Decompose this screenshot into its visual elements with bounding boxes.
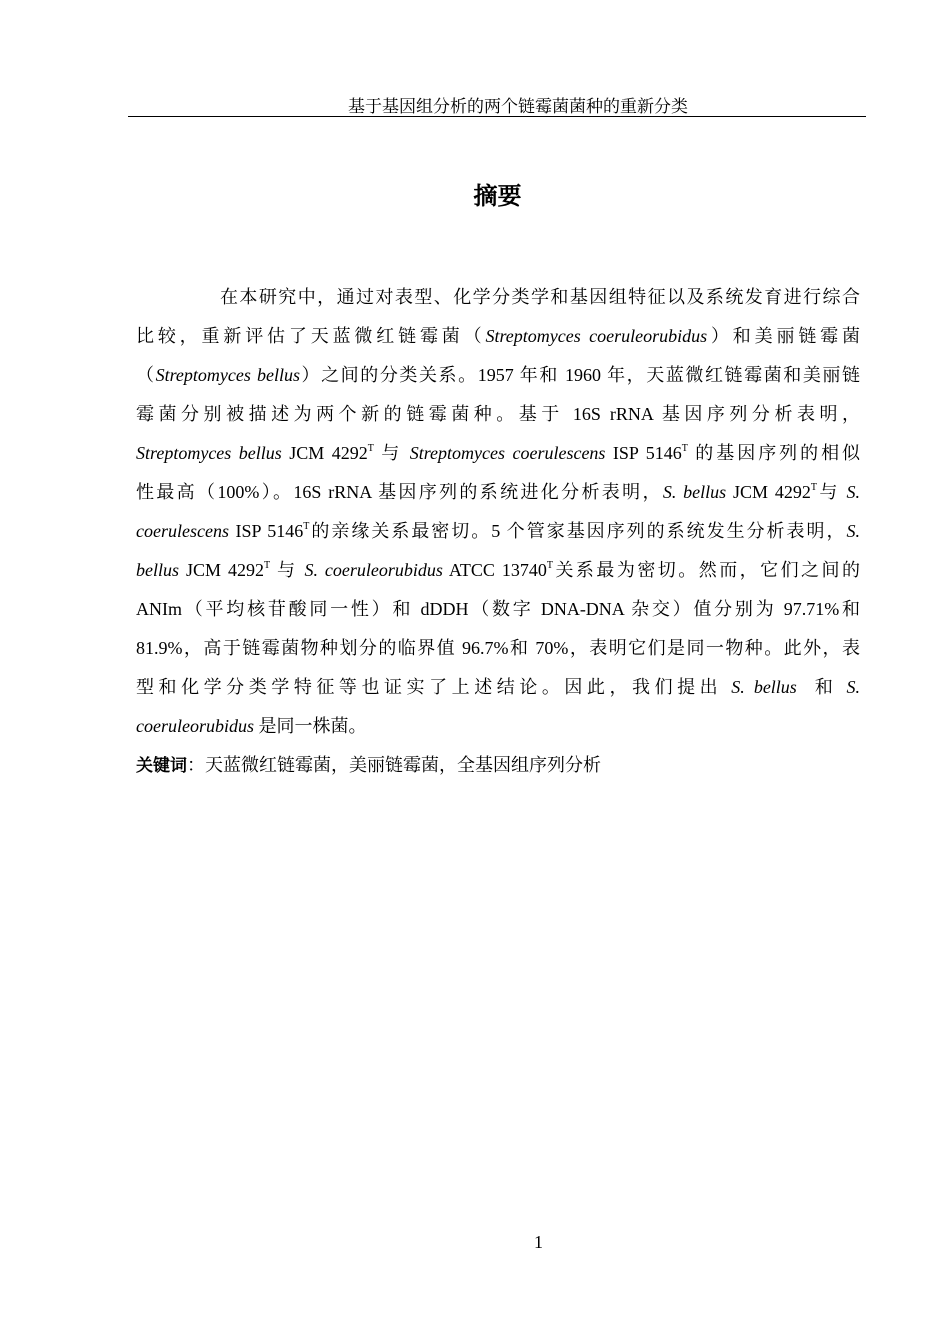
type-strain-superscript: T: [681, 443, 688, 454]
abstract-text: ANIm（平均核苷酸同一性）和 dDDH（数字 DNA-DNA 杂交）值分别为 97.71%和: [136, 599, 860, 619]
abstract-text: 和: [796, 677, 847, 697]
keywords-label: 关键词: [136, 756, 187, 776]
abstract-line: [136, 401, 860, 440]
abstract-line: [136, 635, 860, 674]
species-name: Streptomyces coerulescens: [409, 443, 606, 463]
abstract-text: 关系最为密切。然而，它们之间的: [552, 560, 860, 580]
type-strain-superscript: T: [546, 560, 553, 571]
running-header: [128, 90, 866, 117]
abstract-text: ）和美丽链霉菌: [707, 326, 861, 346]
species-name: coeruleorubidus: [136, 716, 254, 736]
abstract-text: ATCC 13740: [442, 560, 547, 580]
abstract-text: ）之间的分类关系。1957 年和 1960 年，天蓝微红链霉菌和美丽链: [299, 365, 861, 385]
abstract-text: ISP 5146: [605, 443, 682, 463]
abstract-text: 霉菌分别被描述为两个新的链霉菌种。基于 16S rRNA 基因序列分析表明，: [136, 404, 860, 424]
abstract-text: ISP 5146: [228, 521, 304, 541]
species-name: S.: [846, 521, 860, 541]
abstract-line: [136, 596, 860, 635]
abstract-line: [136, 674, 860, 713]
species-name: Streptomyces bellus: [155, 365, 300, 385]
abstract-text: 性最高（100%）。16S rRNA 基因序列的系统进化分析表明，: [136, 482, 663, 502]
abstract-text: 比较，重新评估了天蓝微红链霉菌（: [136, 326, 486, 346]
abstract-text: 81.9%，高于链霉菌物种划分的临界值 96.7%和 70%，表明它们是同一物种。此外，表: [136, 638, 860, 658]
abstract-line: [136, 284, 860, 323]
type-strain-superscript: T: [263, 560, 271, 571]
abstract-line: [136, 440, 860, 479]
type-strain-superscript: T: [810, 482, 817, 493]
abstract-line: [136, 362, 860, 401]
keywords-text: 天蓝微红链霉菌，美丽链霉菌，全基因组序列分析: [205, 755, 601, 775]
type-strain-superscript: T: [303, 521, 310, 532]
page-number: 1: [534, 1232, 543, 1252]
keywords-separator: ：: [187, 755, 205, 775]
abstract-line: [136, 323, 860, 362]
abstract-text: 的基因序列的相似: [687, 443, 861, 463]
abstract-line: [136, 713, 860, 752]
species-name: S. bellus: [662, 482, 727, 502]
abstract-text: 是同一株菌。: [253, 716, 367, 736]
abstract-paragraph: [136, 284, 860, 752]
abstract-text: 与: [373, 443, 410, 463]
species-name: S. bellus: [731, 677, 797, 697]
species-name: Streptomyces coeruleorubidus: [485, 326, 708, 346]
abstract-line: [136, 518, 860, 557]
abstract-text: 与: [270, 560, 305, 580]
abstract-text: 的亲缘关系最密切。5 个管家基因序列的系统发生分析表明，: [309, 521, 847, 541]
species-name: S. coeruleorubidus: [304, 560, 443, 580]
abstract-text: JCM 4292: [281, 443, 368, 463]
type-strain-superscript: T: [367, 443, 374, 454]
species-name: bellus: [136, 560, 179, 580]
species-name: S.: [846, 677, 860, 697]
species-name: coerulescens: [136, 521, 229, 541]
keywords: [136, 752, 601, 779]
running-title: 基于基因组分析的两个链霉菌菌种的重新分类: [348, 97, 688, 116]
species-name: Streptomyces bellus: [136, 443, 282, 463]
abstract-text: JCM 4292: [726, 482, 811, 502]
abstract-text: 在本研究中，通过对表型、化学分类学和基因组特征以及系统发育进行综合: [220, 287, 860, 307]
abstract-text: （: [136, 365, 156, 385]
abstract-text: 型和化学分类学特征等也证实了上述结论。因此，我们提出: [136, 677, 732, 697]
abstract-text: JCM 4292: [179, 560, 264, 580]
page-title: 摘要: [473, 182, 522, 210]
species-name: S.: [846, 482, 861, 502]
abstract-text: 与: [816, 482, 847, 502]
abstract-line: [136, 479, 860, 518]
abstract-line: [136, 557, 860, 596]
